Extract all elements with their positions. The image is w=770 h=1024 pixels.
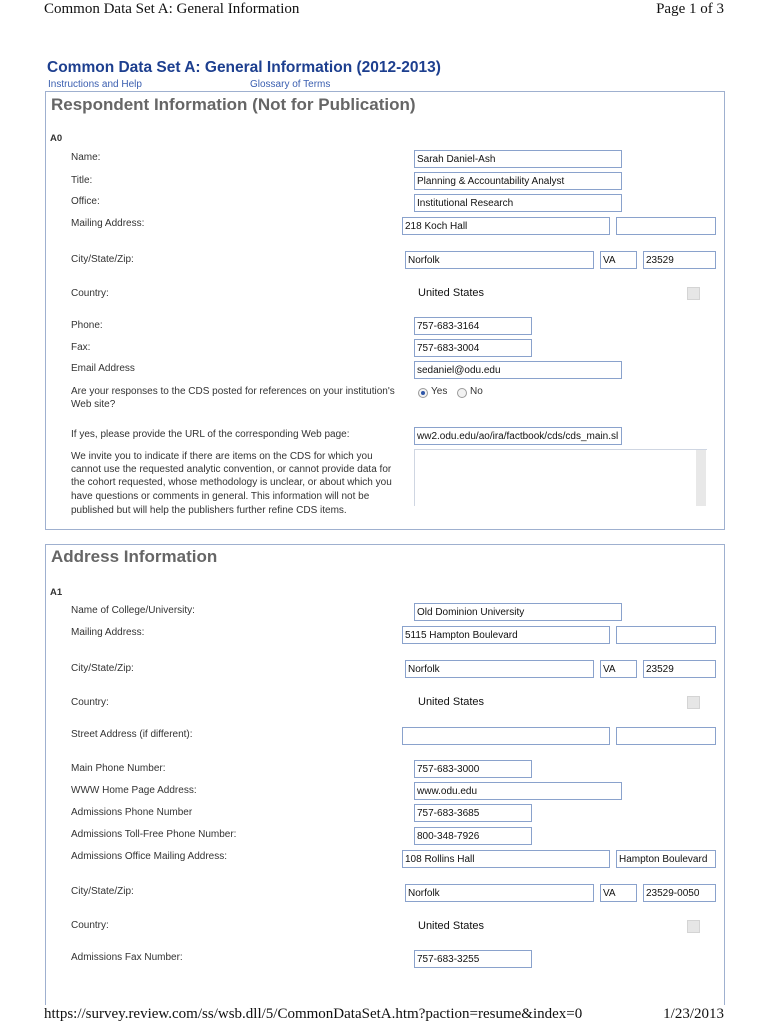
adm-city-input[interactable]: Norfolk bbox=[405, 884, 594, 902]
glossary-link[interactable]: Glossary of Terms bbox=[250, 79, 331, 90]
adm-csz-label: City/State/Zip: bbox=[71, 886, 134, 897]
csz-label: City/State/Zip: bbox=[71, 254, 134, 265]
print-footer-date: 1/23/2013 bbox=[663, 1006, 724, 1022]
address-section-title: Address Information bbox=[51, 547, 218, 566]
zip-input[interactable]: 23529 bbox=[643, 251, 716, 269]
posted-question-line1: Are your responses to the CDS posted for references on your institution's bbox=[71, 386, 395, 397]
instructions-link[interactable]: Instructions and Help bbox=[48, 79, 142, 90]
addr-country-label: Country: bbox=[71, 697, 109, 708]
adm-country-dropdown-icon[interactable] bbox=[687, 920, 700, 933]
posted-no-radio[interactable] bbox=[457, 388, 467, 398]
adm-state-input[interactable]: VA bbox=[600, 884, 637, 902]
invite-text-line5: published but will help the publishers further refine CDS items. bbox=[71, 505, 347, 516]
adm-toll-input[interactable]: 800-348-7926 bbox=[414, 827, 532, 845]
posted-yes-radio[interactable] bbox=[418, 388, 428, 398]
addr-country-select[interactable]: United States bbox=[418, 696, 485, 708]
state-input[interactable]: VA bbox=[600, 251, 637, 269]
college-label: Name of College/University: bbox=[71, 605, 195, 616]
addr-mailing-input-1[interactable]: 5115 Hampton Boulevard bbox=[402, 626, 610, 644]
name-label: Name: bbox=[71, 152, 101, 163]
street-input-2[interactable] bbox=[616, 727, 716, 745]
page-title: Common Data Set A: General Information (2012-2013) bbox=[47, 59, 441, 76]
addr-city-input[interactable]: Norfolk bbox=[405, 660, 594, 678]
addr-zip-input[interactable]: 23529 bbox=[643, 660, 716, 678]
addr-mailing-input-2[interactable] bbox=[616, 626, 716, 644]
addr-csz-label: City/State/Zip: bbox=[71, 663, 134, 674]
print-header-title: Common Data Set A: General Information bbox=[44, 1, 300, 17]
address-code: A1 bbox=[50, 587, 63, 598]
print-footer-url: https://survey.review.com/ss/wsb.dll/5/CommonDataSetA.htm?paction=resume&index=0 bbox=[44, 1006, 583, 1022]
addr-state-input[interactable]: VA bbox=[600, 660, 637, 678]
invite-text-line1: We invite you to indicate if there are items on the CDS for which you bbox=[71, 451, 373, 462]
adm-phone-input[interactable]: 757-683-3685 bbox=[414, 804, 532, 822]
respondent-code: A0 bbox=[50, 133, 63, 144]
title-label: Title: bbox=[71, 175, 93, 186]
name-input[interactable]: Sarah Daniel-Ash bbox=[414, 150, 622, 168]
office-label: Office: bbox=[71, 196, 100, 207]
invite-text-line4: have questions or comments in general. This information will not be bbox=[71, 491, 370, 502]
addr-mailing-label: Mailing Address: bbox=[71, 627, 145, 638]
respondent-section-title: Respondent Information (Not for Publication) bbox=[51, 95, 416, 114]
mailing-input-1[interactable]: 218 Koch Hall bbox=[402, 217, 610, 235]
title-input[interactable]: Planning & Accountability Analyst bbox=[414, 172, 622, 190]
adm-fax-input[interactable]: 757-683-3255 bbox=[414, 950, 532, 968]
adm-zip-input[interactable]: 23529-0050 bbox=[643, 884, 716, 902]
email-input[interactable]: sedaniel@odu.edu bbox=[414, 361, 622, 379]
city-input[interactable]: Norfolk bbox=[405, 251, 594, 269]
adm-country-label: Country: bbox=[71, 920, 109, 931]
adm-mail-input-2[interactable]: Hampton Boulevard bbox=[616, 850, 716, 868]
posted-question-line2: Web site? bbox=[71, 399, 116, 410]
www-input[interactable]: www.odu.edu bbox=[414, 782, 622, 800]
country-dropdown-icon[interactable] bbox=[687, 287, 700, 300]
street-label: Street Address (if different): bbox=[71, 729, 193, 740]
comments-scrollbar[interactable] bbox=[696, 450, 706, 506]
fax-input[interactable]: 757-683-3004 bbox=[414, 339, 532, 357]
fax-label: Fax: bbox=[71, 342, 91, 353]
invite-text-line2: cannot use the requested analytic convention, or cannot provide data for bbox=[71, 464, 392, 475]
country-label: Country: bbox=[71, 288, 109, 299]
adm-country-select[interactable]: United States bbox=[418, 920, 485, 932]
url-question-label: If yes, please provide the URL of the corresponding Web page: bbox=[71, 429, 350, 440]
mailing-label: Mailing Address: bbox=[71, 218, 145, 229]
addr-country-dropdown-icon[interactable] bbox=[687, 696, 700, 709]
street-input-1[interactable] bbox=[402, 727, 610, 745]
print-header-page: Page 1 of 3 bbox=[656, 1, 724, 17]
posted-no-label: No bbox=[470, 386, 483, 397]
adm-fax-label: Admissions Fax Number: bbox=[71, 952, 183, 963]
www-label: WWW Home Page Address: bbox=[71, 785, 197, 796]
office-input[interactable]: Institutional Research bbox=[414, 194, 622, 212]
invite-text-line3: the cohort requested, whose methodology is unclear, or about which you bbox=[71, 477, 392, 488]
phone-input[interactable]: 757-683-3164 bbox=[414, 317, 532, 335]
comments-textarea[interactable] bbox=[414, 449, 707, 506]
posted-yes-label: Yes bbox=[431, 386, 448, 397]
adm-phone-label: Admissions Phone Number bbox=[71, 807, 193, 818]
url-input[interactable]: ww2.odu.edu/ao/ira/factbook/cds/cds_main.sl bbox=[414, 427, 622, 445]
mailing-input-2[interactable] bbox=[616, 217, 716, 235]
adm-mail-label: Admissions Office Mailing Address: bbox=[71, 851, 227, 862]
main-phone-label: Main Phone Number: bbox=[71, 763, 166, 774]
phone-label: Phone: bbox=[71, 320, 103, 331]
adm-mail-input-1[interactable]: 108 Rollins Hall bbox=[402, 850, 610, 868]
email-label: Email Address bbox=[71, 363, 135, 374]
country-select[interactable]: United States bbox=[418, 287, 485, 299]
adm-toll-label: Admissions Toll-Free Phone Number: bbox=[71, 829, 237, 840]
college-input[interactable]: Old Dominion University bbox=[414, 603, 622, 621]
main-phone-input[interactable]: 757-683-3000 bbox=[414, 760, 532, 778]
